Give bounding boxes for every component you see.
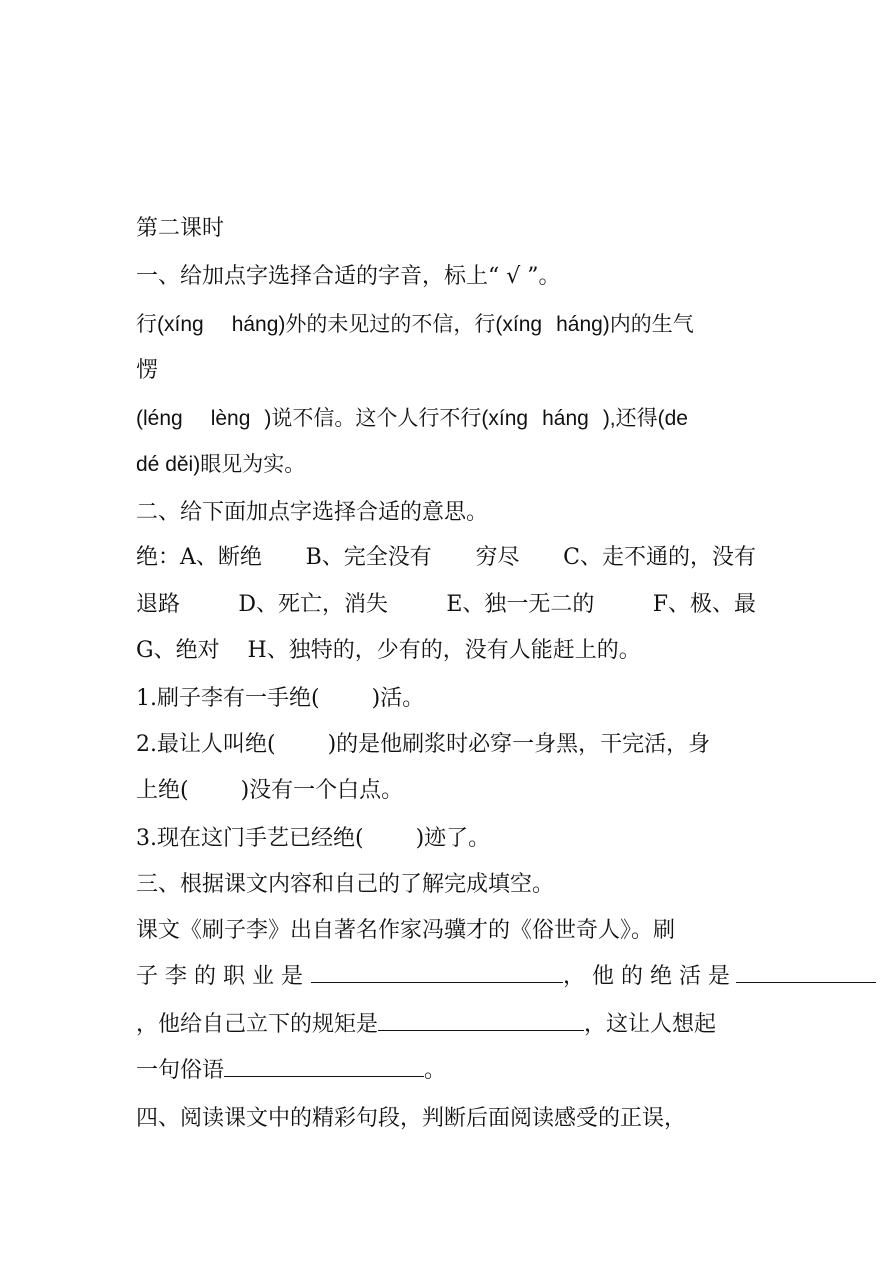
question-text: )的是他刷浆时必穿一身黑，干完活，身 [327,732,711,757]
question-1 [136,684,424,714]
pinyin-choice: lèng [210,407,251,430]
question-text: 2.最让人叫绝( [136,732,276,757]
paragraph-text: 一句俗语 [136,1058,225,1083]
fill-paragraph-line-4 [136,1056,446,1086]
pinyin-choice: háng)内的生气 [556,313,694,336]
pinyin-choice: dé děi)眼见为实。 [136,453,306,476]
section2-title [136,498,488,528]
fill-blank-rule[interactable] [378,1010,584,1031]
meaning-option: F、极、最 [652,592,756,617]
fill-blank-proverb[interactable] [224,1056,424,1077]
lesson-heading-text: 第二课时 [136,216,225,241]
pinyin-choice: 行(xíng [136,313,204,336]
meaning-option: G、绝对 H、独特的，少有的，没有人能赶上的。 [136,638,641,663]
question-2-cont [136,776,403,806]
paragraph-text: 课文《刷子李》出自著名作家冯骥才的《俗世奇人》。刷 [136,918,676,943]
fill-paragraph-line-2 [136,962,876,992]
lesson-heading [136,214,224,244]
question-text: )没有一个白点。 [240,778,404,803]
pinyin-choice: )说不信。这个人行不行(xíng [264,407,529,430]
meaning-option: C、走不通的，没有 [563,545,756,570]
pinyin-choice: háng)外的未见过的不信，行(xíng [231,313,543,336]
section4-title-text: 四、阅读课文中的精彩句段，判断后面阅读感受的正误， [136,1106,687,1131]
meaning-option: 退路 [136,592,181,617]
pinyin-line-3 [136,404,688,434]
question-text: 1.刷子李有一手绝( [136,686,320,711]
pinyin-line-4 [136,450,305,480]
fill-blank-skill[interactable] [736,962,876,983]
section1-title [136,262,561,292]
meaning-option: 绝：A、断绝 [136,545,262,570]
fill-blank-occupation[interactable] [311,962,563,983]
paragraph-text: 子 李 的 职 业 是 [136,964,303,989]
fill-paragraph-line-3 [136,1010,716,1040]
section4-title [136,1104,686,1134]
question-3 [136,824,490,854]
meaning-options-row-1 [136,543,756,573]
question-text: 3.现在这门手艺已经绝( [136,826,364,851]
paragraph-text: 。 [424,1058,447,1083]
section3-title [136,870,554,900]
meaning-option: 穷尽 [475,545,520,570]
pinyin-line-2 [136,356,158,386]
pinyin-choice: (léng [136,407,183,430]
meaning-option: B、完全没有 [305,545,432,570]
section2-title-text: 二、给下面加点字选择合适的意思。 [136,500,489,525]
meaning-options-row-2 [136,590,756,620]
paragraph-text: ，他给自己立下的规矩是 [136,1012,379,1037]
question-text: )迹了。 [415,826,491,851]
question-text: )活。 [371,686,425,711]
question-2 [136,730,710,760]
pinyin-choice: ),还得(de [602,407,688,430]
section3-title-text: 三、根据课文内容和自己的了解完成填空。 [136,872,555,897]
paragraph-text: ，这让人想起 [584,1012,717,1037]
section1-title-text: 一、给加点字选择合适的字音，标上“ √ ”。 [136,264,561,289]
pinyin-choice: háng [542,407,589,430]
meaning-option: E、独一无二的 [446,592,595,617]
meaning-options-row-3 [136,636,641,666]
question-text: 上绝( [136,778,189,803]
meaning-option: D、死亡，消失 [238,592,388,617]
target-char: 愣 [136,358,159,383]
paragraph-text: ， 他 的 绝 活 是 [562,964,730,989]
pinyin-line-1 [136,310,694,340]
fill-paragraph-line-1 [136,916,675,946]
